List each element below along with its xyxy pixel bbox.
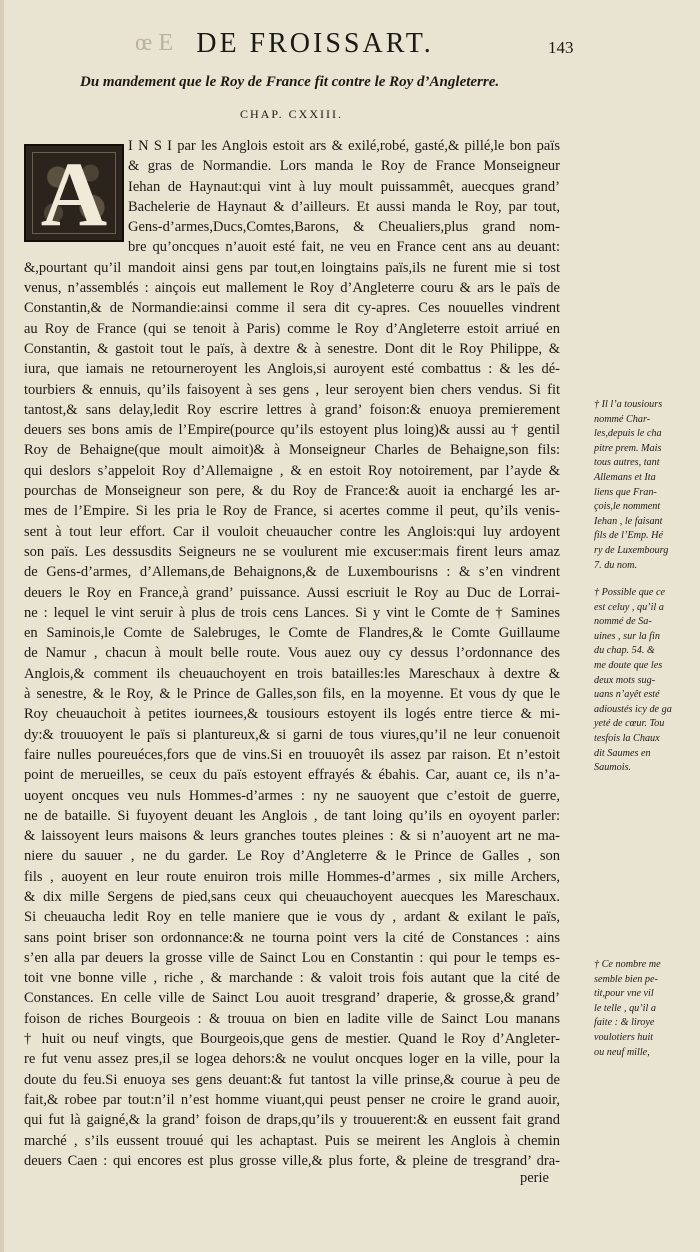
text-line: fils , auoyent en leur route enuiron trois mille Hommes-d’armes , six mille Archers, [24,868,560,885]
text-line: qui fut là gaigné,& la grand’ foison de draps,qu’ils y trouuerent:& en eussent fait grand [24,1112,560,1129]
text-line: Constantin,& de Normandie:ainsi comme il sera dit cy-apres. Ces nouuelles vindrent [24,300,560,317]
text-line: niere du sauuer , ne du garder. Le Roy d’Angleterre & le Prince de Galles , son [24,848,560,865]
margin-note-line: Saumois. [594,762,632,774]
text-line: Constantin, & gastoit tout le païs, à dextre & à senestre. Dont dit le Roy Philippe, & [24,340,560,357]
text-line: venus, n’assemblés : ainçois eut mallement le Roy d’Angleterre couru & ars le païs de [24,280,560,297]
text-line: dy:& trouuoyent le païs si plantureux,& si garni de tous viures,qu’il ne leur conuenoit [24,726,560,743]
margin-note-line: tesfois la Chaux [594,732,660,744]
margin-note-line: tous autres, tant [594,457,660,469]
faint-show-through: œ E [135,30,173,56]
text-line: marché , s’ils eussent trouué qui les achaptast. Puis se meirent les Anglois à chemin [24,1132,560,1149]
text-line: ne : lequel le vint seruir à plus de trois cens Lances. Si y vint le Comte de † Samines [24,604,560,621]
text-line: Bachelerie de Haynaut & d’ailleurs. Et aussi manda le Roy, par tout, [128,198,560,215]
margin-note-gentil [594,398,686,573]
text-line: deuers ses bons amis de l’Empire(pource qu’ils estoyent plus loing)& aussi au † gentil [24,422,560,439]
margin-note-line: les,depuis le cha [594,428,662,440]
text-line: de Gens-d’armes, d’Allemans,de Behaignons,& de Luxembourisns : & s’en vindrent [24,564,560,581]
page-edge [0,0,4,1252]
running-title: DE FROISSART. [196,28,434,59]
margin-note-line: Iehan , le faisant [594,515,663,527]
margin-note-line: uans n’ayêt esté [594,689,660,701]
catchword: perie [520,1170,549,1186]
text-line: doute du feu.Si enuoya ses gens deuant:& fut tantost la ville prinse,& courue à peu de [24,1071,560,1088]
margin-note-line: nommé Char- [594,413,651,425]
text-line: Si cheuaucha ledit Roy en telle maniere que ie vous dy , ardant & exilant le païs, [24,909,560,926]
margin-note-line: uines , sur la fin [594,630,660,642]
margin-note-line: faite : & liroye [594,1017,655,1029]
margin-note-line: dit Saumes en [594,747,651,759]
text-line: uoyent oncques veu nuls Hommes-d’armes : ny ne sauoyent que c’estoit de guerre, [24,787,560,804]
text-line: Anglois,& comment ils cheuauchoyent en trois batailles:les Mareschaux à dextre & [24,665,560,682]
margin-note-line: † Ce nombre me [594,959,661,970]
margin-note-huit [594,958,686,1060]
text-line: I N S I par les Anglois estoit ars & exilé,robé, gasté,& pillé,le bon païs [128,138,560,154]
text-line: deuers le Roy en France,à grand’ puissance. Aussi escriuit le Roy au Duc de Lorrai- [24,584,560,601]
text-line: son païs. Les dessusdits Seigneurs ne se voulurent mie excuser:mais firent leurs amaz [24,543,560,560]
initial-letter: A [40,144,108,242]
margin-note-line: du chap. 54. & [594,645,655,657]
margin-note-line: † Possible que ce [594,587,666,598]
margin-note-line: voulotiers huit [594,1031,654,1043]
text-line: point de merueilles, se ceux du païs estoyent effrayés & ébahis. Car, auant ce, ils n’a- [24,767,560,784]
text-line: & gras de Normandie. Lors manda le Roy de France Monseigneur [128,158,560,175]
margin-note-line: liens que Fran- [594,486,657,498]
text-line: & laissoyent leurs maisons & leurs granches toutes pleines : & si n’auoyent art ne ma- [24,828,560,845]
text-line: de Namur , chacun à moult belle route. Vous auez ouy cy dessus l’ordonnance des [24,645,560,662]
text-line: au Roy de France (qui se tenoit à Paris) comme le Roy d’Angleterre estoit arriué en [24,320,560,337]
margin-note-line: fils de l’Emp. Hé [594,530,664,542]
text-line: fait,& robee par tout:n’il n’est homme viuant,qui peust penser ne croire le grand auoir, [24,1091,560,1108]
text-line: Roy de Behaigne(que moult aimoit)& à Monseigneur Charles de Behaigne,son fils: [24,442,560,459]
text-line: & dix mille Sergens de pied,sans ceux qui cheuauchoyent auecques les Mareschaux. [24,888,560,905]
margin-note-line: tit,pour vne vil [594,988,654,1000]
text-line: toit vne bonne ville , riche , & marchande : & valoit trois fois autant que la cité de [24,970,560,987]
margin-note-line: çois,le nomment [594,501,661,513]
text-line: s’en alla par deuers la grosse ville de Sainct Lou en Constantin : qui pour le temps es- [24,949,560,966]
margin-note-line: le telle , qu’il a [594,1002,656,1014]
text-line: en Saminois,le Comte de Salebruges, le Comte de Flandres,& le Comte Guillaume [24,625,560,642]
text-line: ne de bataille. Si fuyoyent deuant les Anglois , de tant loing qu’ils en oyoyent parler: [24,807,560,824]
margin-note-line: ry de Luxembourg [594,544,669,556]
margin-note-line: ou neuf mille, [594,1046,650,1058]
text-line: &,pourtant qu’il mandoit ainsi gens par tout,en loingtains païs,ils ne furent mie si tost [24,259,560,276]
text-line: sans point briser son ordonnance:& ne tourna point vers la cité de Constances : ains [24,929,560,946]
body-text [24,136,560,1171]
text-line: Gens-d’armes,Ducs,Comtes,Barons, & Cheualiers,plus grand nom- [128,219,560,236]
text-line: deuers Caen : qui encores est plus grosse ville,& plus forte, & pleine de tresgrand’ dra- [24,1152,560,1169]
margin-note-line: semble bien pe- [594,973,658,985]
text-line: à senestre, & le Roy, & le Prince de Galles,son fils, en la moyenne. Et vous dy que le [24,686,560,703]
text-line: pourchas de Monseigneur son pere, & du Roy de France:& auoit ia enchargé les ar- [24,483,560,500]
margin-note-line: pitre prem. Mais [594,442,662,454]
margin-note-line: nommé de Sa- [594,616,652,628]
text-line: tourbiers & ennuis, qu’ils faisoyent à ses gens , leur seroyent bien chers vendus. Si fit [24,381,560,398]
text-line: faire nulles poureuéces,fors que de vins.Si en trouuoyêt ils assez par raison. Et n’estoit [24,746,560,763]
margin-note-line: adioustés icy de ga [594,703,672,715]
text-line: Iehan de Haynaut:qui vint à luy moult puissammêt, auecques grand’ [128,178,560,195]
margin-note-line: deux mots sug- [594,674,656,686]
margin-note-line: 7. du nom. [594,559,638,571]
page-number: 143 [548,38,574,57]
text-line: iura, que iamais ne retourneroyent les Anglois,si auroyent esté combattus : & les dé- [24,361,560,378]
margin-note-line: me doute que les [594,659,663,671]
margin-note-samines [594,586,686,776]
text-line: mes de l’Empire. Si les pria le Roy de France, si acertes comme il peut, qu’ils venis- [24,503,560,520]
text-line: tantost,& sans delay,ledit Roy escrire lettres à grand’ foison:& enuoya premierement [24,401,560,418]
text-line: † huit ou neuf vingts, que Bourgeois,que gens de mestier. Quand le Roy d’Angleter- [24,1031,560,1048]
chapter-heading: Du mandement que le Roy de France fit contre le Roy d’Angleterre. [80,74,500,90]
text-line: bre qu’oncques n’auoit esté fait, ne veu en France cent ans au deuant: [128,239,560,256]
text-line: Constances. En celle ville de Sainct Lou auoit tresgrand’ draperie, & grosse,& grand’ [24,990,560,1007]
text-line: sent à tout leur effort. Car il vouloit cheuaucher contre les Anglois:qui luy ardoyent [24,523,560,540]
text-line: Roy cheuauchoit à petites iournees,& tousiours estoyent ils logés entre tierce & mi- [24,706,560,723]
margin-note-line: est celuy , qu’il a [594,601,664,613]
margin-note-line: † Il l’a tousiours [594,399,663,410]
text-line: re fut venu assez pres,il se logea dehors:& ne voulut oncques loger en la ville, pour la [24,1051,560,1068]
text-line: foison de riches Bourgeois : & trouua on bien en ladite ville de Sainct Lou manans [24,1010,560,1027]
margin-note-line: yeté de cœur. Tou [594,718,665,730]
chapter-number: CHAP. CXXIII. [240,107,344,121]
margin-note-line: Allemans et Ita [594,471,656,483]
text-line: qui deslors s’appeloit Roy d’Allemaigne , & en estoit Roy notoirement, par l’ayde & [24,462,560,479]
